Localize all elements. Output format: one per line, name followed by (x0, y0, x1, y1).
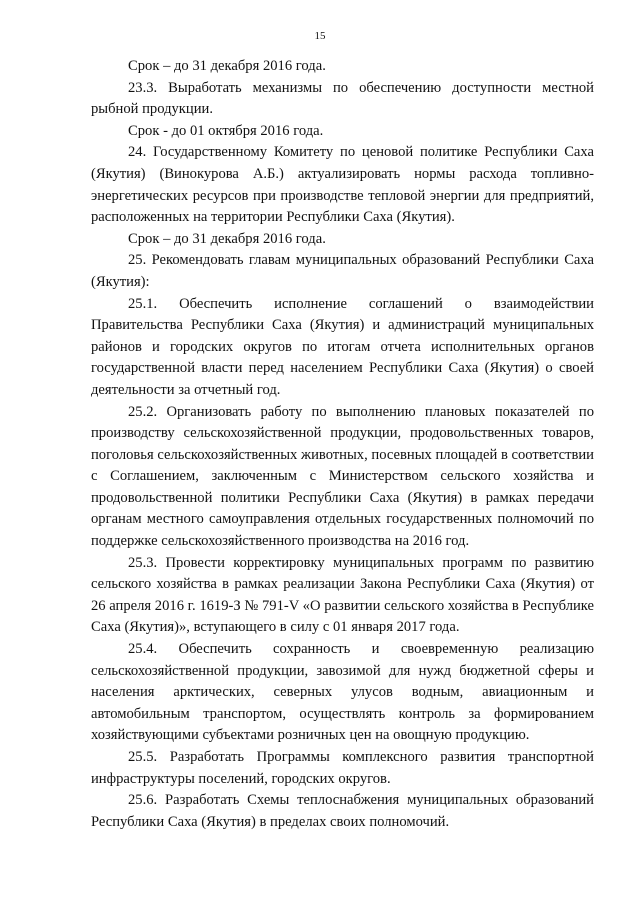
paragraph-deadline-oct-2016: Срок - до 01 октября 2016 года. (128, 122, 324, 139)
paragraph-25-2: 25.2. Организовать работу по выполнению плановых показателей по производству сельскохозяйственной продукции, продовольственных товаров, поголовья сельскохозяйственных животных, посевных площадей в соответствии с Соглашением, заключенным с Министерством сельского хозяйства и продовольственной политики Республики Саха (Якутия) в рамках передачи органам местного самоуправления отдельных государственных полномочий по поддержке сельскохозяйственного производства на 2016 год. (91, 403, 594, 550)
paragraph-24: 24. Государственному Комитету по ценовой политике Республики Саха (Якутия) (Винокурова А.Б.) актуализировать нормы расхода топливно-энергетических ресурсов при производстве тепловой энергии для предприятий, расположенных на территории Республики Саха (Якутия). (91, 144, 594, 226)
paragraph-25-3: 25.3. Провести корректировку муниципальных программ по развитию сельского хозяйства в рамках реализации Закона Республики Саха (Якутия) от 26 апреля 2016 г. 1619-З № 791-V «О развитии сельского хозяйства в Республике Саха (Якутия)», вступающего в силу с 01 января 2017 года. (91, 554, 594, 636)
paragraph-25: 25. Рекомендовать главам муниципальных образований Республики Саха (Якутия): (91, 252, 594, 290)
page-number: 15 (314, 30, 326, 42)
paragraph-deadline-dec-2016-b: Срок – до 31 декабря 2016 года. (128, 230, 326, 247)
paragraph-23-3: 23.3. Выработать механизмы по обеспечению доступности местной рыбной продукции. (91, 79, 594, 118)
paragraph-25-6: 25.6. Разработать Схемы теплоснабжения муниципальных образований Республики Саха (Якутия) в пределах своих полномочий. (91, 792, 594, 830)
document-body (91, 56, 594, 833)
paragraph-25-5: 25.5. Разработать Программы комплексного развития транспортной инфраструктуры поселений, городских округов. (91, 749, 594, 787)
paragraph-deadline-dec-2016-a: Срок – до 31 декабря 2016 года. (128, 58, 326, 74)
paragraph-25-1: 25.1. Обеспечить исполнение соглашений о взаимодействии Правительства Республики Саха (Якутия) и администраций муниципальных районов и городских округов по итогам отчета исполнительных органов государственной власти перед населением Республики Саха (Якутия) о своей деятельности за отчетный год. (91, 295, 594, 398)
paragraph-25-4: 25.4. Обеспечить сохранность и своевременную реализацию сельскохозяйственной продукции, завозимой для нужд бюджетной сферы и населения арктических, северных улусов водным, авиационным и автомобильным транспортом, осуществлять контроль за формированием хозяйствующими субъектами розничных цен на овощную продукцию. (91, 641, 594, 744)
